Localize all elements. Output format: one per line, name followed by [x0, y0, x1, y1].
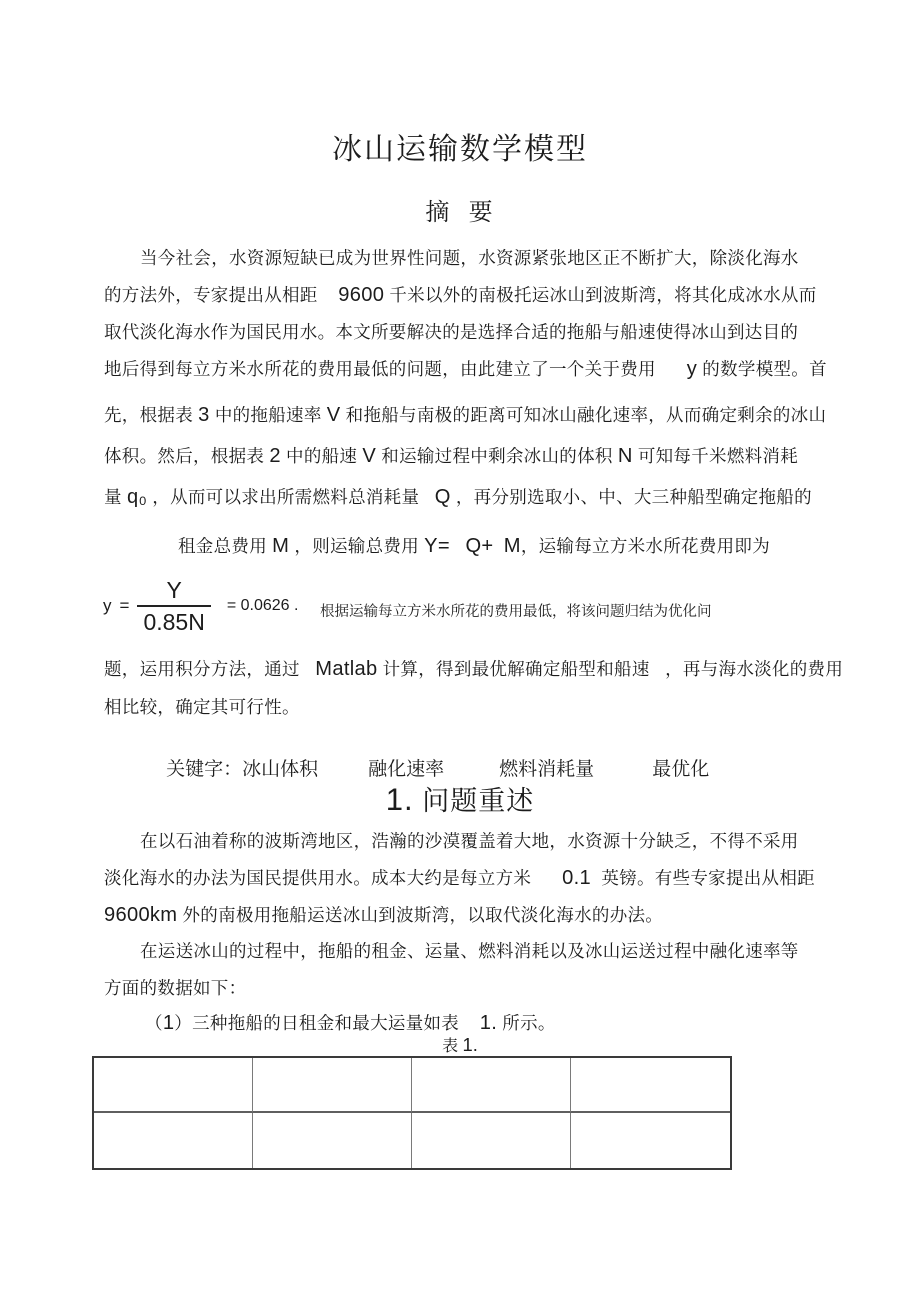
- abstract-closing-line: 相比较，确定其可行性。: [104, 697, 300, 717]
- formula: [103, 578, 298, 634]
- section1-line: 在运送冰山的过程中，拖船的租金、运量、燃料消耗以及冰山运送过程中融化速率等: [140, 941, 799, 961]
- formula-lhs: y: [103, 596, 112, 616]
- table-cell: [412, 1058, 571, 1113]
- keyword-item: 融化速率: [368, 759, 445, 780]
- abstract-heading: 摘 要: [425, 199, 495, 226]
- table-cell: [253, 1113, 412, 1168]
- abstract-line: 先，根据表 3 中的拖船速率 V 和拖船与南极的距离可知冰山融化速率，从而确定剩余的冰山: [104, 404, 827, 426]
- abstract-line: 量 q₀ ，从而可以求出所需燃料总消耗量 Q ，再分别选取小、中、大三种船型确定拖船的: [104, 486, 812, 508]
- section1-line: 9600km 外的南极用拖船运送冰山到波斯湾，以取代淡化海水的办法。: [104, 904, 664, 926]
- abstract-line: 租金总费用 M ，则运输总费用 Y= Q+ M，运输每立方米水所花费用即为: [178, 535, 771, 557]
- section1-line: 在以石油着称的波斯湾地区，浩瀚的沙漠覆盖着大地，水资源十分缺乏，不得不采用: [140, 831, 799, 851]
- table-cell: [571, 1113, 730, 1168]
- abstract-closing-line: 题，运用积分方法，通过 Matlab 计算，得到最优解确定船型和船速 ，再与海水淡化的费用: [104, 658, 844, 680]
- table-cell: [253, 1058, 412, 1113]
- formula-result: = 0.0626 .: [226, 597, 299, 615]
- section1-list-item: （1）三种拖船的日租金和最大运量如表 1. 所示。: [145, 1012, 556, 1034]
- keyword-item: 燃料消耗量: [499, 759, 595, 780]
- table-cell: [412, 1113, 571, 1168]
- formula-equals: =: [119, 596, 130, 616]
- table1-caption: 表 1.: [442, 1034, 478, 1055]
- section1-line: 淡化海水的办法为国民提供用水。成本大约是每立方米 0.1 英镑。有些专家提出从相距: [104, 867, 815, 889]
- section1-heading: 1. 问题重述: [385, 782, 535, 817]
- abstract-line: 体积。然后，根据表 2 中的船速 V 和运输过程中剩余冰山的体积 N 可知每千米燃料消耗: [104, 445, 799, 467]
- formula-denominator: 0.85N: [137, 605, 210, 634]
- formula-fraction: [137, 578, 210, 634]
- abstract-line: 的方法外，专家提出从相距 9600 千米以外的南极托运冰山到波斯湾，将其化成冰水从而: [104, 284, 817, 306]
- table-cell: [94, 1113, 253, 1168]
- abstract-line: 地后得到每立方米水所花的费用最低的问题，由此建立了一个关于费用 y 的数学模型。首: [104, 358, 827, 380]
- table-cell: [571, 1058, 730, 1113]
- abstract-line: 当今社会，水资源短缺已成为世界性问题，水资源紧张地区正不断扩大，除淡化海水: [140, 248, 799, 268]
- keyword-item: 最优化: [652, 759, 710, 780]
- formula-numerator: Y: [166, 577, 182, 603]
- table-cell: [94, 1058, 253, 1113]
- keywords-label: 关键字：: [166, 759, 243, 780]
- formula-side-note: 根据运输每立方米水所花的费用最低，将该问题归结为优化问: [320, 604, 712, 620]
- document-title: 冰山运输数学模型: [332, 133, 588, 166]
- abstract-line: 取代淡化海水作为国民用水。本文所要解决的是选择合适的拖船与船速使得冰山到达目的: [104, 322, 799, 342]
- keyword-item: 冰山体积: [242, 759, 319, 780]
- section1-line: 方面的数据如下：: [104, 978, 247, 998]
- table1: [92, 1056, 732, 1170]
